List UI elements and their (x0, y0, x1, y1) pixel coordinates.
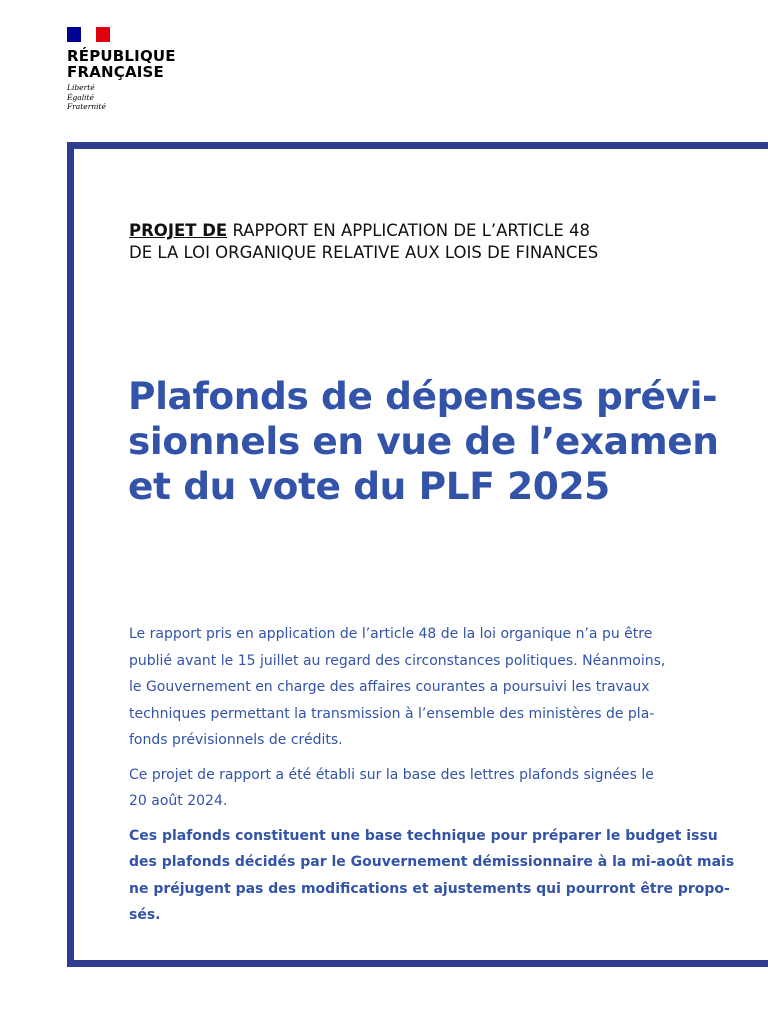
paragraph-line: techniques permettant la transmission à l’ensemble des ministères de pla- (129, 705, 655, 722)
projet-de-label: PROJET DE (129, 221, 228, 240)
subtitle-line2: DE LA LOI ORGANIQUE RELATIVE AUX LOIS DE FINANCES (129, 243, 599, 262)
paragraph-line: Le rapport pris en application de l’article 48 de la loi organique n’a pu être (129, 626, 653, 642)
french-flag-icon (67, 27, 110, 42)
motto-egalite: Égalité (67, 92, 94, 102)
title-line: Plafonds de dépenses prévi- (128, 374, 718, 418)
paragraph-line: sés. (129, 907, 161, 923)
paragraph-line: ne préjugent pas des modifications et ajustements qui pourront être propo- (129, 880, 730, 897)
motto-fraternite: Fraternité (67, 102, 106, 111)
paragraph-line: le Gouvernement en charge des affaires courantes a poursuivi les travaux (129, 679, 650, 695)
republique-francaise-logo (67, 27, 176, 112)
paragraph-disclaimer (129, 823, 735, 929)
title-line: sionnels en vue de l’examen (128, 419, 719, 463)
subtitle-line1 (129, 220, 729, 242)
paragraph-line: Ces plafonds constituent une base technique pour préparer le budget issu (129, 827, 718, 844)
title-line: et du vote du PLF 2025 (128, 464, 610, 508)
republic-name (67, 48, 176, 80)
subtitle-line1-rest: RAPPORT EN APPLICATION DE L’ARTICLE 48 (227, 221, 591, 240)
republic-name-line2: FRANÇAISE (67, 63, 165, 81)
document-title (128, 374, 738, 509)
motto-liberte: Liberté (67, 83, 95, 92)
paragraph-basis (129, 762, 729, 815)
republic-motto (67, 83, 176, 112)
document-body (129, 621, 735, 937)
paragraph-line: des plafonds décidés par le Gouvernement démissionnaire à la mi-août mais (129, 854, 735, 870)
republic-name-line1: RÉPUBLIQUE (67, 47, 176, 65)
paragraph-context (129, 621, 729, 754)
report-subtitle (129, 220, 729, 264)
paragraph-line: publié avant le 15 juillet au regard des circonstances politiques. Néanmoins, (129, 652, 666, 669)
paragraph-line: fonds prévisionnels de crédits. (129, 732, 343, 748)
paragraph-line: Ce projet de rapport a été établi sur la base des lettres plafonds signées le (129, 766, 654, 783)
paragraph-line: 20 août 2024. (129, 793, 228, 809)
